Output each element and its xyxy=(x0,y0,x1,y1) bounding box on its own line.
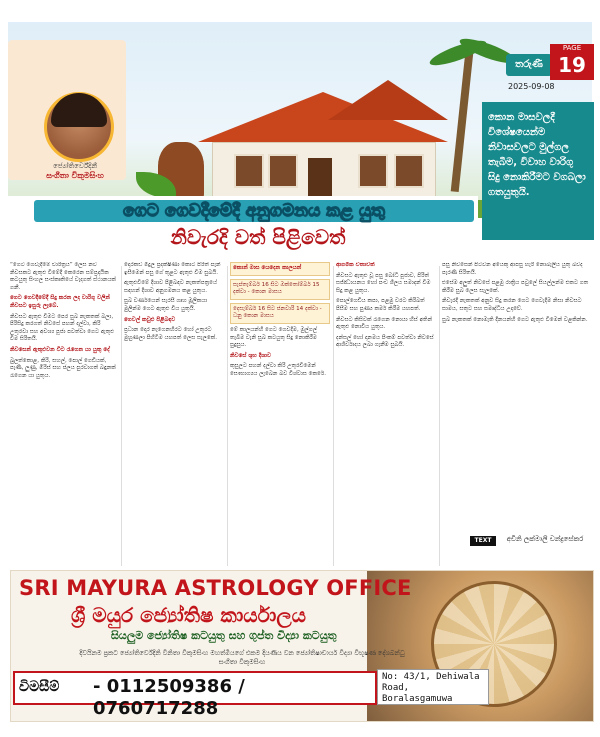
paragraph: “ගෙට ගෙවැදීමේ චාරිත්‍රය” ලෙස නව නිවසකට ඇතුළු වීමේදී කෙරෙන සම්ප්‍රදායික කටයුතු සිංහල සංස්කෘතියේ වැදගත් ස්ථානයක් ගනී. xyxy=(10,262,116,291)
article-column-3 xyxy=(230,262,330,568)
byline xyxy=(470,534,592,564)
paragraph: ඇතුළුවීමේ දිශාව පිළිබඳව නැකත්පත්‍රයේ සඳහන් දිශාව අනුගමනය කළ යුතුය. xyxy=(124,280,217,294)
paragraph: එසේම අලුත් නිවසේ පළමු රාත්‍රිය පවුලේ සියල්ලන්ම එකට ගත කිරීම සුබ ලෙස සැලකේ. xyxy=(442,280,589,294)
author-avatar xyxy=(44,92,114,162)
ad-subtitle: සියලුම ජ්‍යෝතිෂ කටයුතු සහ ගුප්ත විද්‍යා කටයුතු xyxy=(111,629,337,642)
ad-phone-box xyxy=(13,671,377,719)
ad-title-english: SRI MAYURA ASTROLOGY OFFICE xyxy=(19,576,412,600)
house-roof-upper xyxy=(328,80,448,120)
phone-numbers[interactable]: - 0112509386 / 0760717288 xyxy=(93,676,245,719)
author-hair xyxy=(51,93,107,127)
article-column-4 xyxy=(336,262,436,568)
subheading: ගෙවල් කවුළු පිළිබඳව xyxy=(124,316,176,323)
author-name: සංගීතා විකුමසිංහ xyxy=(46,171,104,180)
window-icon xyxy=(358,154,388,188)
paragraph: කුසුලට පහන් දල්වා කිරි උතුරවීමෙන් සෞභාග්‍යය ලැබෙන බව විශ්වාස කෙරේ. xyxy=(230,363,326,377)
ad-title-sinhala: ශ්‍රී මයුර ජ්‍යෝතිෂ කාර්යාලය xyxy=(71,603,306,627)
article-column-5 xyxy=(442,262,590,532)
paragraph: දන්සල් හෝ දානමය පිංකම් පවත්වා නිවසේ ආශිර්වාදය ලබා ගැනීම සුබයි. xyxy=(336,334,434,349)
headline-block xyxy=(8,196,478,254)
byline-name: අචිනි ලක්මාලි චන්ද්‍රසේකර xyxy=(506,535,584,543)
author-caption xyxy=(20,162,130,181)
paragraph: නිවසට ඇතුළු වීමට පෙර සුබ නැකතක් බලා, පිරිසිදු කරගත් නිවසේ පහන් දල්වා, කිරි උතුරවා සහ අවශ්‍ය පූජා පවත්වා ගෙට ඇතුළු වීම සිරිතයි. xyxy=(10,313,115,343)
headline-line-2: නිවැරදි වත් පිළිවෙත් xyxy=(170,225,346,249)
paragraph: සුබ නැකතක් නොමැති දිනයන්හි ගෙට ඇතුළු වීමෙන් වළකින්න. xyxy=(442,316,588,323)
column-divider xyxy=(333,266,334,566)
page-label: PAGE xyxy=(562,44,582,52)
paragraph: පොල්ගෙඩිය කපා, පළමු වරට කිරිබත් පිසීම සහ පුණ්‍ය කර්ම කිරීම යහපත්. xyxy=(336,298,425,312)
article-column-1 xyxy=(10,262,118,568)
issue-date: 2025-09-08 xyxy=(508,82,555,91)
column-divider xyxy=(227,266,228,566)
paragraph: බුලත්කොළ, කිරි, සහල්, පොල් ගෙඩියක්, පැණි, ලුණු, මිරිස් සහ ජලය පුරවාගත් බඳුනක් රැගෙන යා යුතුය. xyxy=(10,357,116,379)
paragraph: දොරකඩ මිදුල ප්‍රදක්ෂිණා කොට පිරිත් පැන් ඉසීමෙන් පසු ගේ තුළට ඇතුළු වීම සුබයි. xyxy=(124,262,221,276)
author-card xyxy=(8,40,126,180)
subheading: නිවසේ ශුභ දිශාව xyxy=(230,352,272,359)
paragraph: මේ කාලයන්හි ගෙට ගෙවදීම, මුල්ගල් තැබීම වැනි සුබ කටයුතු සිදු නොකිරීම සුදුසුය. xyxy=(230,326,318,349)
page-number-box xyxy=(550,44,594,80)
section-name: තරුණී xyxy=(506,54,552,76)
info-box-item: දෙසැම්බර් 16 සිට ජනවාරි 14 දක්වා - ධනු කොන මාසය xyxy=(230,303,330,324)
paragraph: ප්‍රධාන දොර නැගෙනහිරට හෝ උතුරට මුහුණලා පිහිටීම යහපත් ලෙස සැලකේ. xyxy=(124,327,217,341)
paragraph: නිවසට කිසිවක් රැගෙන නොයා හිස් අතින් ඇතුළු නොවිය යුතුය. xyxy=(336,316,433,331)
window-icon xyxy=(234,154,264,188)
info-box-item: සැප්තැම්බර් 16 සිට ඔක්තෝම්බර් 15 දක්වා - කොන මාසය xyxy=(230,279,330,300)
ad-description: දිවයිනම ප්‍රකට ජ්‍යෝතිර්වේදිනි විනිතා විකුමසිංහ මහත්මියගේ එකම දියණිය වන ජ්‍යෝතිෂාචාර්ය විද්‍යා විභූෂණ දේශබන්ධු සංගීතා විකුමසිංහ xyxy=(79,649,405,666)
column-divider xyxy=(121,266,122,566)
subheading: ආගමික වතාවත් xyxy=(336,262,375,268)
ad-address: No: 43/1, Dehiwala Road, Boralasgamuwa xyxy=(377,669,489,705)
palm-tree-icon xyxy=(451,52,474,192)
text-tag: TEXT xyxy=(470,536,496,546)
window-icon xyxy=(394,154,424,188)
article-body xyxy=(10,262,592,568)
paragraph: නිවසට ඇතුළු වූ පසු බෝධි පූජාව, පිරිත් සජ්ඣායනය හෝ පංච ශීලය සමාදන් වීම සිදු කළ යුතුය. xyxy=(336,272,431,294)
advertisement xyxy=(10,570,594,722)
window-icon xyxy=(268,154,298,188)
page-number: 19 xyxy=(558,53,586,77)
paragraph: නිවැරදි නැකතක් අනුව සිදු කරන ගෙට ගෙවැදීම නිසා නිවසට සාමය, සතුට සහ සමෘද්ධිය උදාවේ. xyxy=(442,298,582,312)
headline-line-1: ගෙට ගෙවදීමේදී අනුගමනය කළ යුතු xyxy=(34,200,474,222)
subheading: නිවසෙන් ඇතුළුවන විට රැගෙන යා යුතු දේ xyxy=(10,346,110,353)
phone-label: විමසීම් xyxy=(19,679,60,695)
subheading: ගෙට ගෙවදීමේදී සිදු කරන ලද වාරිගු වලින් නිවසට ඉසුරු ලැබේ. xyxy=(10,295,110,309)
column-divider xyxy=(439,266,440,566)
article-column-2 xyxy=(124,262,224,568)
paragraph: සුබ වර්ණයෙන් සැරසී ගෘහ මූලිකයා මුලින්ම ගෙට ඇතුළු විය යුතුයි. xyxy=(124,298,208,312)
paragraph: පසු නිවසෙන් පිටවන අයෙකු ආපසු හැරී නොබැලිය යුතු බවද පැරණි සිරිතයි. xyxy=(442,262,583,276)
house-image xyxy=(198,92,448,212)
info-box-title: කොන් මාස යෙදෙන කාලයන් xyxy=(230,262,330,276)
author-role: ජ්‍යෝතිර්වේදිනී xyxy=(53,162,97,170)
highlight-box: කොන මාසවලදී විශේෂයෙන්ම නිවාසවලට මුල්ගල තැබීම, විවාහ වාරිගු සිදු නොකිරීමට වගබලා ගතයුතුයි. xyxy=(482,102,594,240)
